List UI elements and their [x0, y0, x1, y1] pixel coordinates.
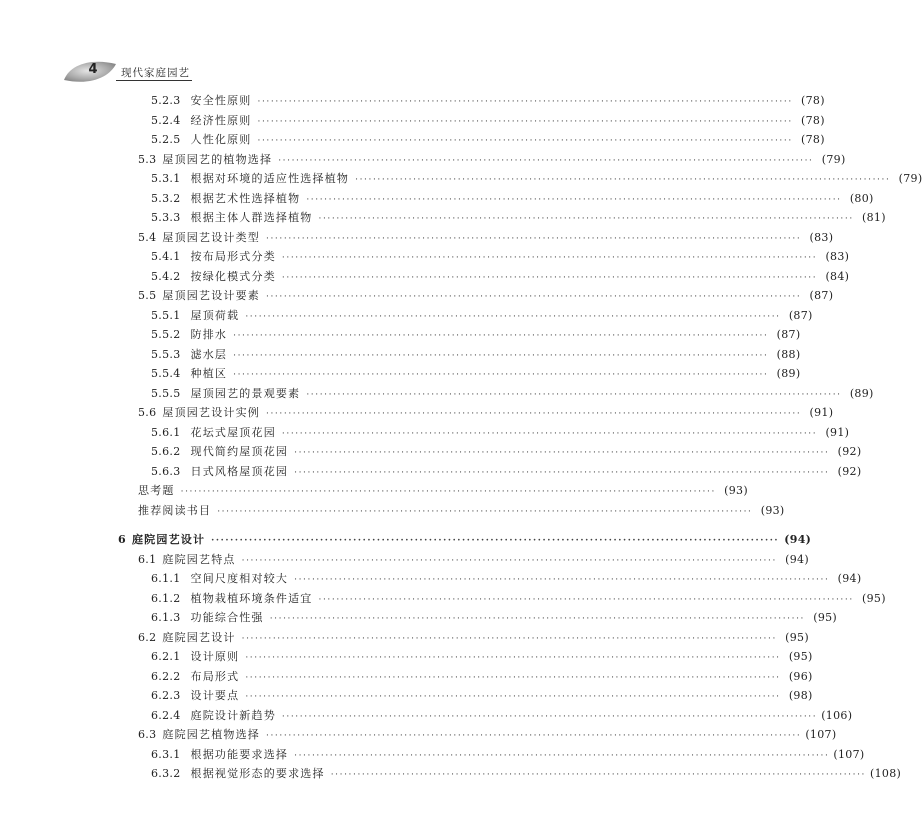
toc-entry-number: 5.5.1 — [151, 308, 181, 322]
toc-entry[interactable] — [138, 482, 748, 502]
dot-leader: ························································································································ — [211, 536, 780, 546]
dot-leader: ························································································································ — [281, 428, 818, 439]
toc-entry-number: 6.1.1 — [151, 572, 181, 585]
toc-entry-title: 植物栽植环境条件适宜 — [190, 591, 313, 605]
toc-entry-page: (107) — [833, 747, 865, 761]
dot-leader: ························································································································ — [278, 155, 814, 166]
toc-entry-title: 屋顶园艺设计要素 — [162, 289, 261, 302]
dot-leader: ························································································································ — [306, 194, 842, 205]
toc-entry-title: 屋顶荷载 — [190, 308, 240, 322]
dot-leader: ························································································································ — [281, 272, 818, 283]
toc-entry-number: 5.5.5 — [151, 386, 181, 400]
toc-entry-title: 庭院园艺植物选择 — [162, 728, 261, 741]
toc-entry-page: (92) — [837, 445, 862, 458]
dot-leader: ························································································································ — [355, 175, 891, 185]
toc-entry[interactable] — [151, 765, 902, 785]
toc-entry-number: 5.3.3 — [151, 211, 181, 224]
toc-entry-number: 6.2.2 — [151, 669, 181, 683]
dot-leader: ························································································································ — [257, 136, 793, 146]
toc-entry-page: (95) — [813, 611, 838, 624]
toc-entry-title: 现代简约屋顶花园 — [190, 445, 289, 458]
dot-leader: ························································································································ — [241, 633, 777, 644]
toc-entry[interactable] — [151, 687, 813, 707]
toc-entry-number: 5.4 — [138, 230, 157, 244]
toc-entry-page: (95) — [862, 591, 886, 605]
dot-leader: ························································································································ — [266, 409, 802, 419]
dot-leader: ························································································································ — [245, 653, 781, 663]
dot-leader: ························································································································ — [217, 506, 753, 517]
toc-entry-page: (89) — [776, 367, 801, 380]
toc-entry-page: (80) — [849, 191, 874, 205]
toc-entry[interactable] — [151, 307, 813, 327]
toc-entry-page: (93) — [724, 484, 748, 497]
toc-entry-number: 5.3.1 — [151, 172, 181, 185]
toc-entry-page: (79) — [898, 172, 922, 185]
toc-entry-page: (91) — [809, 406, 834, 419]
toc-entry-page: (93) — [760, 503, 785, 517]
toc-entry-number: 6.1 — [138, 552, 157, 566]
toc-entry-title: 推荐阅读书目 — [138, 503, 212, 517]
toc-entry-title: 根据主体人群选择植物 — [190, 211, 313, 224]
dot-leader: ························································································································ — [245, 672, 781, 683]
dot-leader: ························································································································ — [245, 311, 781, 322]
dot-leader: ························································································································ — [241, 555, 777, 566]
toc-entry[interactable] — [118, 531, 812, 551]
toc-entry-page: (78) — [801, 113, 825, 127]
dot-leader: ························································································································ — [269, 614, 806, 624]
toc-entry-page: (87) — [776, 328, 801, 341]
header-rule — [116, 80, 192, 81]
toc-entry[interactable] — [138, 629, 809, 649]
page-number: 4 — [88, 62, 98, 77]
toc-entry-page: (87) — [809, 289, 834, 302]
toc-entry[interactable] — [151, 385, 874, 405]
toc-entry-number: 5.4.1 — [151, 250, 181, 263]
toc-entry-title: 按绿化模式分类 — [190, 269, 276, 283]
dot-leader: ························································································································ — [257, 116, 793, 127]
toc-entry-page: (94) — [784, 533, 812, 546]
toc-entry-page: (87) — [788, 308, 813, 322]
toc-entry-number: 5.2.3 — [151, 94, 181, 107]
dot-leader: ························································································································ — [330, 770, 867, 780]
toc-entry-number: 5.6.1 — [151, 425, 181, 439]
toc-entry-number: 5.6.2 — [151, 445, 181, 458]
toc-entry[interactable] — [138, 502, 785, 522]
toc-entry-title: 屋顶园艺设计实例 — [162, 406, 261, 419]
toc-entry-number: 6 — [118, 533, 126, 546]
toc-entry-page: (95) — [788, 650, 813, 663]
dot-leader: ························································································································ — [281, 253, 818, 263]
toc-entry-page: (94) — [837, 572, 862, 585]
toc-entry-number: 6.3.1 — [151, 747, 181, 761]
dot-leader: ························································································································ — [233, 370, 769, 380]
toc-entry-title: 设计原则 — [190, 650, 240, 663]
toc-entry-number: 5.3.2 — [151, 191, 181, 205]
toc-entry-page: (91) — [825, 425, 850, 439]
toc-entry-page: (95) — [785, 630, 809, 644]
toc-entry[interactable] — [151, 346, 801, 366]
toc-entry[interactable] — [151, 112, 825, 132]
toc-entry-page: (106) — [821, 708, 853, 722]
toc-entry-title: 花坛式屋顶花园 — [190, 425, 276, 439]
toc-entry-number: 5.2.5 — [151, 133, 181, 146]
toc-entry-title: 庭院园艺特点 — [162, 552, 236, 566]
toc-entry-number: 6.2.1 — [151, 650, 181, 663]
toc-entry[interactable] — [151, 424, 850, 444]
toc-entry[interactable] — [151, 746, 865, 766]
dot-leader: ························································································································ — [306, 389, 842, 400]
dot-leader: ························································································································ — [257, 97, 793, 107]
toc-entry[interactable] — [151, 707, 853, 727]
toc-entry-title: 布局形式 — [190, 669, 240, 683]
toc-entry-title: 防排水 — [190, 328, 228, 341]
toc-entry-title: 日式风格屋顶花园 — [190, 464, 289, 478]
toc-entry[interactable] — [151, 326, 801, 346]
book-title: 现代家庭园艺 — [121, 67, 190, 79]
toc-entry[interactable] — [151, 190, 874, 210]
toc-entry-page: (84) — [825, 269, 850, 283]
toc-entry[interactable] — [151, 463, 862, 483]
toc-entry-title: 屋顶园艺设计类型 — [162, 230, 261, 244]
toc-entry-number: 6.1.3 — [151, 611, 181, 624]
toc-entry[interactable] — [151, 268, 850, 288]
toc-entry-page: (96) — [788, 669, 813, 683]
toc-entry[interactable] — [138, 551, 809, 571]
toc-entry-title: 经济性原则 — [190, 113, 252, 127]
toc-entry-page: (83) — [809, 230, 834, 244]
toc-entry-page: (107) — [805, 728, 837, 741]
dot-leader: ························································································································ — [294, 448, 830, 458]
toc-entry[interactable] — [151, 92, 825, 112]
toc-entry-page: (88) — [776, 347, 801, 361]
toc-entry-number: 5.3 — [138, 152, 157, 166]
toc-entry[interactable] — [138, 287, 834, 307]
toc-entry-number: 5.6 — [138, 406, 157, 419]
toc-entry-page: (108) — [870, 767, 902, 780]
dot-leader: ························································································································ — [294, 575, 830, 585]
dot-leader: ························································································································ — [180, 487, 716, 497]
toc-entry[interactable] — [151, 365, 801, 385]
toc-entry[interactable] — [138, 726, 837, 746]
toc-entry-page: (98) — [788, 689, 813, 702]
toc-entry-title: 屋顶园艺的景观要素 — [190, 386, 301, 400]
toc-entry-title: 庭院园艺设计 — [131, 533, 206, 546]
toc-entry-title: 根据对环境的适应性选择植物 — [190, 172, 350, 185]
toc-entry-number: 6.2.3 — [151, 689, 181, 702]
dot-leader: ························································································································ — [318, 594, 854, 605]
toc-entry-title: 根据艺术性选择植物 — [190, 191, 301, 205]
toc-entry-number: 6.1.2 — [151, 591, 181, 605]
toc-entry-page: (83) — [825, 250, 850, 263]
toc-entry-title: 功能综合性强 — [190, 611, 264, 624]
dot-leader: ························································································································ — [281, 711, 818, 722]
toc-entry-title: 滤水层 — [190, 347, 228, 361]
toc-entry-number: 5.6.3 — [151, 464, 181, 478]
toc-entry-number: 6.2.4 — [151, 708, 181, 722]
toc-entry-title: 屋顶园艺的植物选择 — [162, 152, 273, 166]
dot-leader: ························································································································ — [294, 750, 830, 761]
toc-entry-title: 种植区 — [190, 367, 228, 380]
toc-entry[interactable] — [151, 248, 850, 268]
toc-entry-number: 5.5.2 — [151, 328, 181, 341]
running-header — [0, 0, 655, 92]
toc-entry-number: 6.3 — [138, 728, 157, 741]
dot-leader: ························································································································ — [245, 692, 781, 702]
toc-entry-title: 庭院园艺设计 — [162, 630, 236, 644]
toc-entry[interactable] — [138, 404, 834, 424]
dot-leader: ························································································································ — [266, 292, 802, 302]
dot-leader: ························································································································ — [294, 467, 830, 478]
toc-entry-title: 按布局形式分类 — [190, 250, 276, 263]
dot-leader: ························································································································ — [266, 731, 802, 741]
toc-entry[interactable] — [151, 668, 813, 688]
dot-leader: ························································································································ — [233, 331, 769, 341]
toc-entry[interactable] — [138, 151, 846, 171]
toc-entry[interactable] — [151, 170, 922, 190]
toc-entry[interactable] — [151, 131, 825, 151]
toc-entry-number: 5.5 — [138, 289, 157, 302]
toc-entry[interactable] — [151, 209, 886, 229]
toc-entry-number: 5.2.4 — [151, 113, 181, 127]
toc-entry-page: (94) — [785, 552, 809, 566]
toc-entry-number: 5.5.4 — [151, 367, 181, 380]
toc-entry-title: 根据功能要求选择 — [190, 747, 289, 761]
toc-entry-title: 人性化原则 — [190, 133, 252, 146]
toc-entry[interactable] — [151, 443, 862, 463]
toc-entry-page: (89) — [849, 386, 874, 400]
toc-entry-number: 6.3.2 — [151, 767, 181, 780]
toc-entry[interactable] — [151, 609, 838, 629]
toc-entry[interactable] — [151, 570, 862, 590]
toc-entry[interactable] — [151, 648, 813, 668]
dot-leader: ························································································································ — [318, 214, 854, 224]
dot-leader: ························································································································ — [266, 233, 802, 244]
toc-entry-title: 庭院设计新趋势 — [190, 708, 276, 722]
toc-entry-page: (78) — [801, 94, 825, 107]
toc-entry[interactable] — [138, 229, 834, 249]
toc-entry-number: 6.2 — [138, 630, 157, 644]
toc-entry-page: (78) — [801, 133, 825, 146]
toc-entry-page: (79) — [821, 152, 846, 166]
toc-entry-title: 设计要点 — [190, 689, 240, 702]
toc-entry[interactable] — [151, 590, 886, 610]
toc-entry-page: (92) — [837, 464, 862, 478]
toc-entry-title: 思考题 — [138, 484, 175, 497]
toc-entry-number: 5.5.3 — [151, 347, 181, 361]
toc-entry-title: 空间尺度相对较大 — [190, 572, 289, 585]
dot-leader: ························································································································ — [233, 350, 769, 361]
toc-entry-title: 安全性原则 — [190, 94, 252, 107]
toc-entry-page: (81) — [862, 211, 886, 224]
toc-entry-title: 根据视觉形态的要求选择 — [190, 767, 325, 780]
toc-entry-number: 5.4.2 — [151, 269, 181, 283]
